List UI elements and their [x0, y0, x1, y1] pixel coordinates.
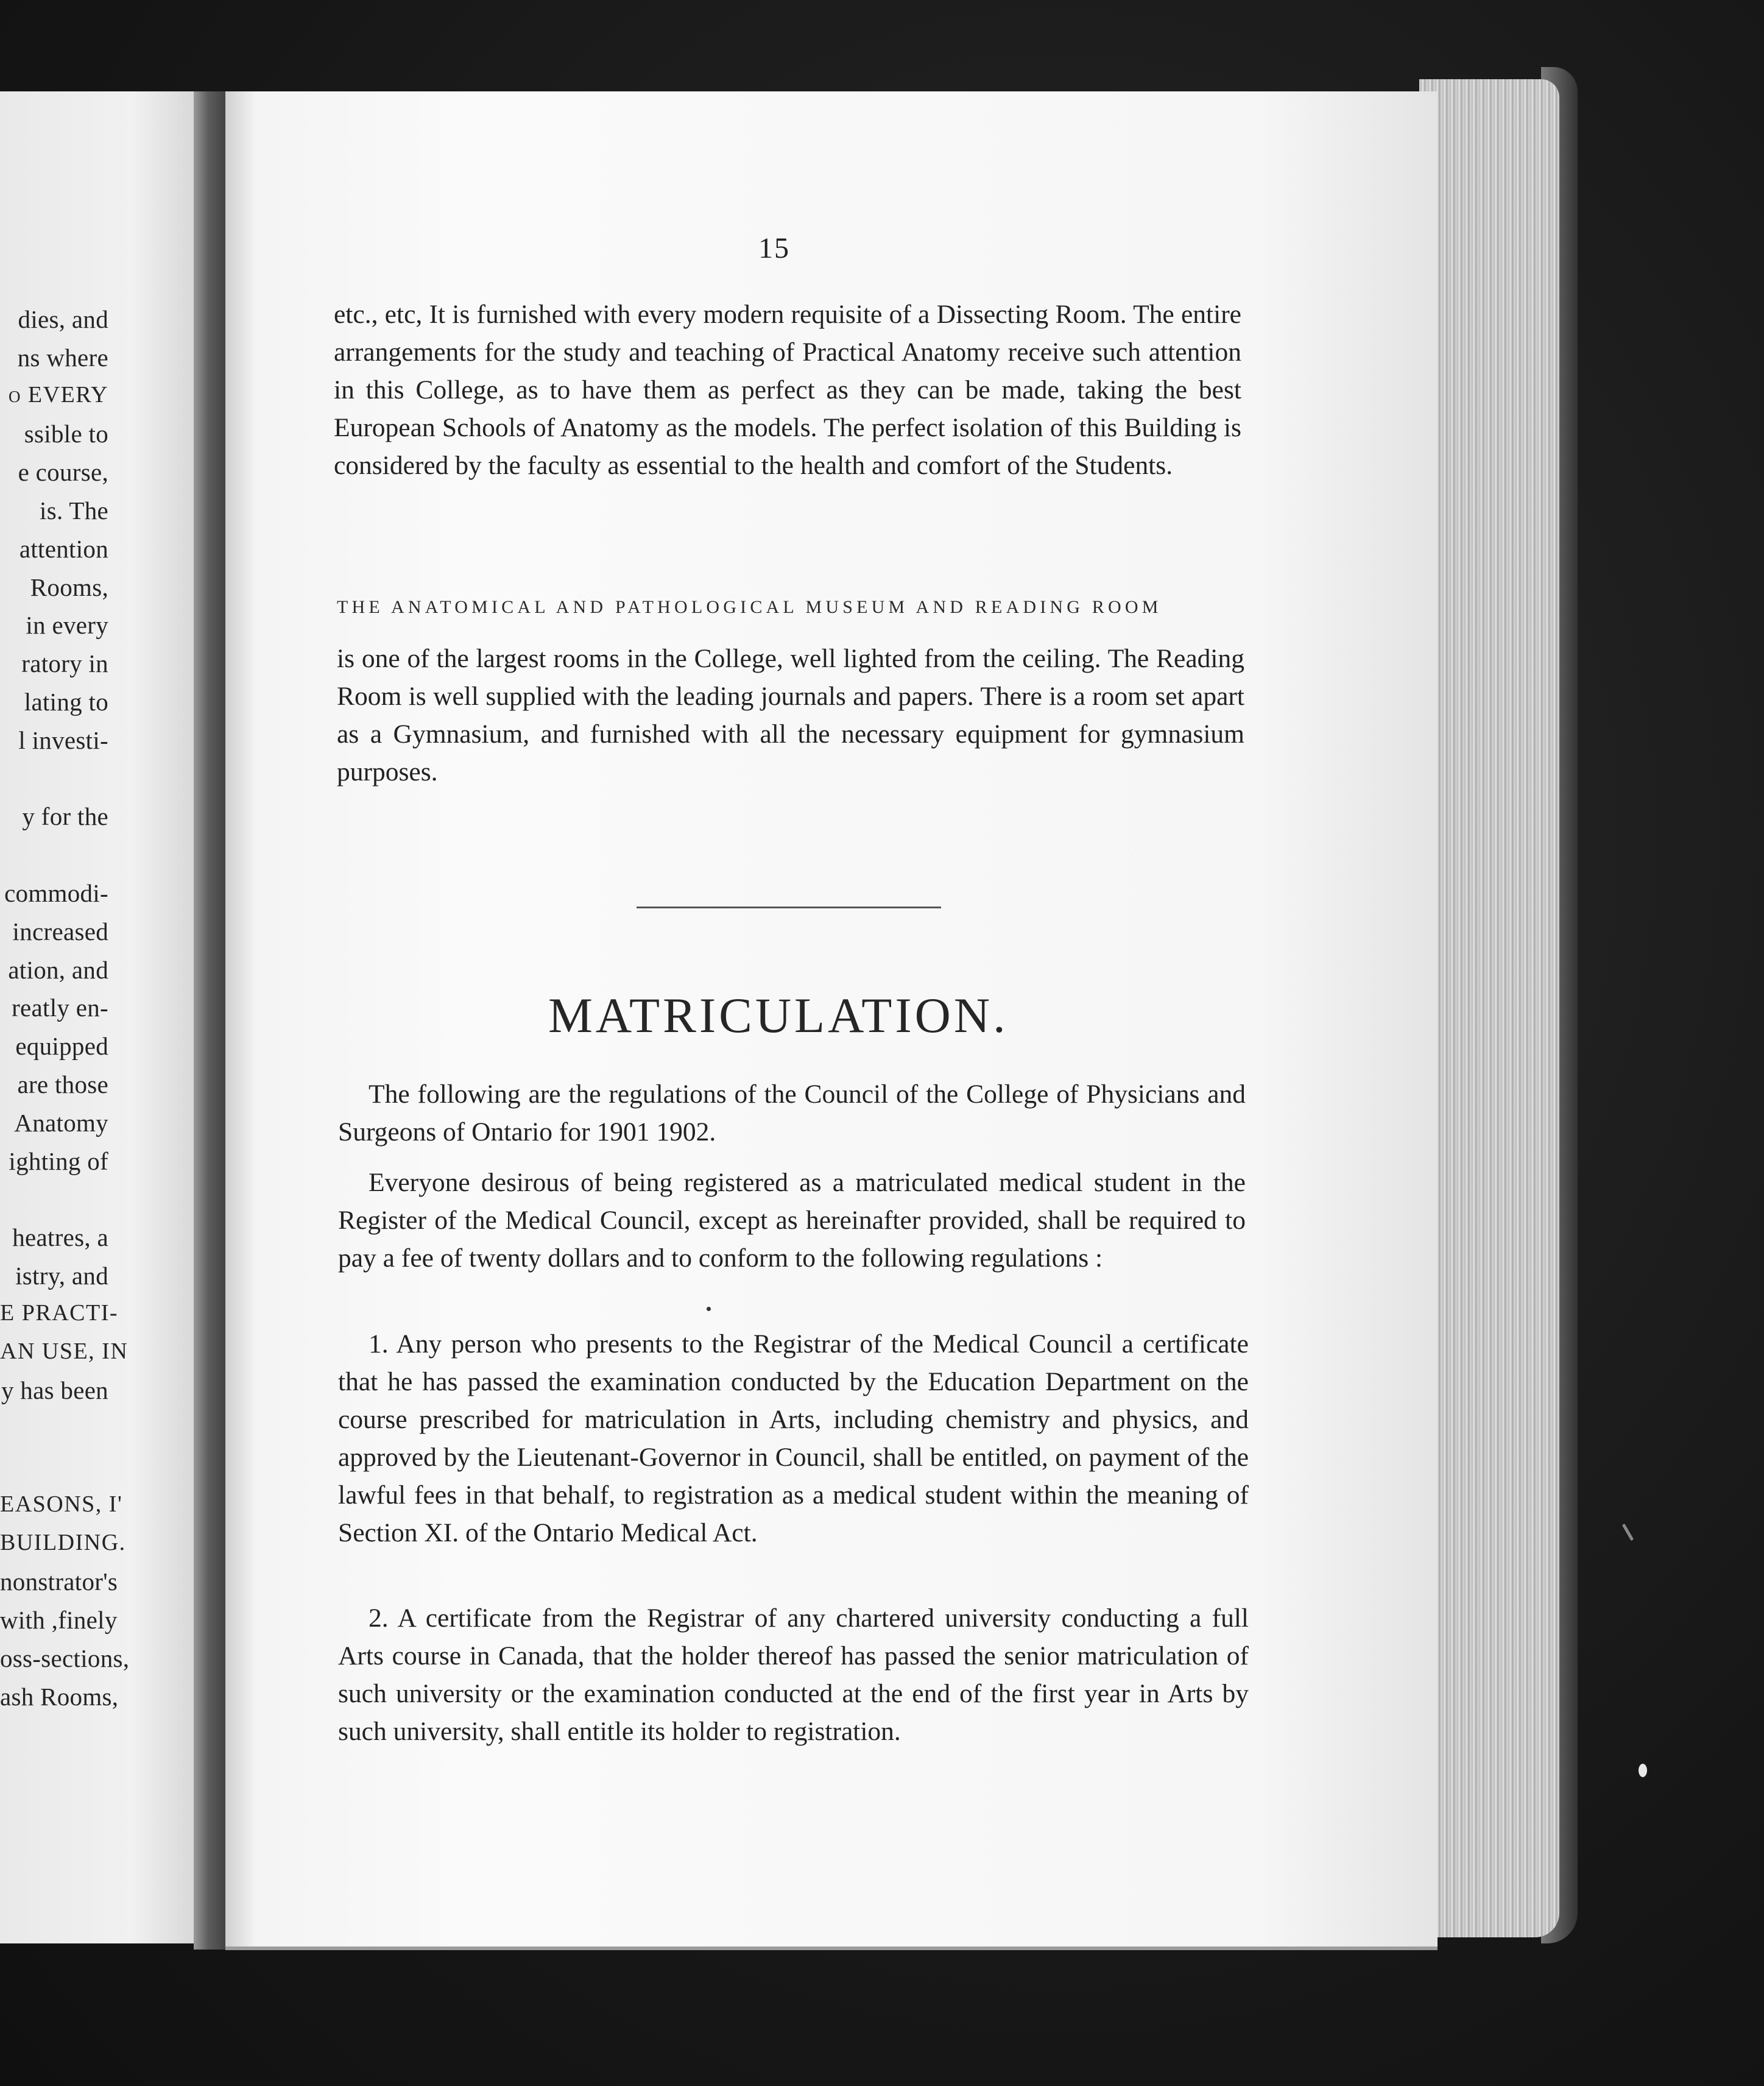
left-page-line: BUILDING. — [0, 1529, 126, 1555]
left-page-line: dies, and — [18, 305, 108, 333]
left-page-line: y for the — [22, 802, 108, 831]
left-page-line: with ,finely — [0, 1606, 118, 1635]
page-block-edge — [1419, 79, 1559, 1937]
left-page-line: lating to — [24, 688, 108, 716]
left-page-line: is. The — [40, 497, 108, 525]
scan-speck — [707, 1307, 711, 1311]
left-page-line: commodi- — [4, 879, 108, 907]
left-page-line: reatly en- — [12, 994, 108, 1022]
left-page-line: AN USE, IN — [0, 1338, 129, 1364]
left-page-line: ighting of — [9, 1147, 108, 1175]
left-page-line: ssible to — [24, 420, 108, 448]
left-page-line: Rooms, — [30, 573, 108, 601]
regulation-item-1: 1. Any person who presents to the Registrar of the Medical Council a certificate that he has passed the examination conducted by the Education Department on the course prescribed for matriculation in Arts, including chemistry and physics, and approved by the Lieutenant-Governor in Council, shall be entitled, on payment of the lawful fees in that behalf, to registration as a medical student within the meaning of Section XI. of the Ontario Medical Act. — [338, 1329, 1249, 1547]
left-page-line: o EVERY — [8, 381, 108, 408]
section-divider — [637, 907, 941, 908]
left-page-line: y has been — [1, 1376, 108, 1405]
left-page-line: ation, and — [8, 955, 108, 984]
museum-heading: THE ANATOMICAL AND PATHOLOGICAL MUSEUM AND READING ROOM — [337, 597, 1162, 617]
left-page-text-column — [0, 0, 207, 2086]
left-page-line: nonstrator's — [0, 1568, 118, 1596]
left-page-line: ratory in — [21, 649, 108, 678]
left-page-line: oss-sections, — [0, 1644, 130, 1672]
left-page-line: Anatomy — [14, 1108, 108, 1137]
left-page-line: heatres, a — [12, 1223, 108, 1252]
left-page-line: equipped — [15, 1032, 108, 1061]
regulation-intro-paragraph: The following are the regulations of the Council of the College of Physicians and Surgeons of Ontario for 1901 1902. — [338, 1080, 1246, 1147]
museum-paragraph: is one of the largest rooms in the College, well lighted from the ceiling. The Reading Room is well supplied with the leading journals and papers. There is a room set apart as a Gymnasium, and furnished with all the necessary equipment for gymnasium purposes. — [337, 644, 1244, 787]
scan-speck — [1622, 1524, 1634, 1541]
section-title: MATRICULATION. — [548, 988, 1009, 1043]
left-page-line: e course, — [18, 458, 108, 487]
left-page-line: istry, and — [15, 1262, 108, 1290]
page-number: 15 — [758, 232, 790, 264]
registration-fee-paragraph: Everyone desirous of being registered as a matriculated medical student in the Register of the Medical Council, except as hereinafter provided, shall be required to pay a fee of twenty dollars and to conform to the following regulations : — [338, 1168, 1246, 1273]
left-page-line: EASONS, I' — [0, 1491, 123, 1517]
intro-paragraph: etc., etc, It is furnished with every modern requisite of a Dissecting Room. The entire arrangements for the study and teaching of Practical Anatomy receive such attention in this College, as to have them as perfect as they can be made, taking the best European Schools of Anatomy as the models. The perfect isolation of this Building is considered by the faculty as essential to the health and comfort of the Students. — [334, 300, 1241, 480]
left-page-line: attention — [19, 534, 108, 563]
left-page-line: ash Rooms, — [0, 1682, 119, 1711]
regulation-item-2: 2. A certificate from the Registrar of any chartered university conducting a full Arts course in Canada, that the holder thereof has passed the senior matriculation of such university or the examination conducted at the end of the first year in Arts by such university, shall entitle its holder to registration. — [338, 1603, 1249, 1746]
left-page-line: ns where — [17, 343, 108, 372]
scan-speck — [1639, 1764, 1647, 1777]
left-page-line: l investi- — [18, 726, 108, 754]
left-page-line: in every — [26, 611, 108, 640]
book-gutter — [194, 91, 230, 1950]
left-page-line: increased — [12, 917, 108, 946]
left-page-line: E PRACTI- — [0, 1299, 118, 1326]
left-page-line: are those — [17, 1070, 108, 1098]
